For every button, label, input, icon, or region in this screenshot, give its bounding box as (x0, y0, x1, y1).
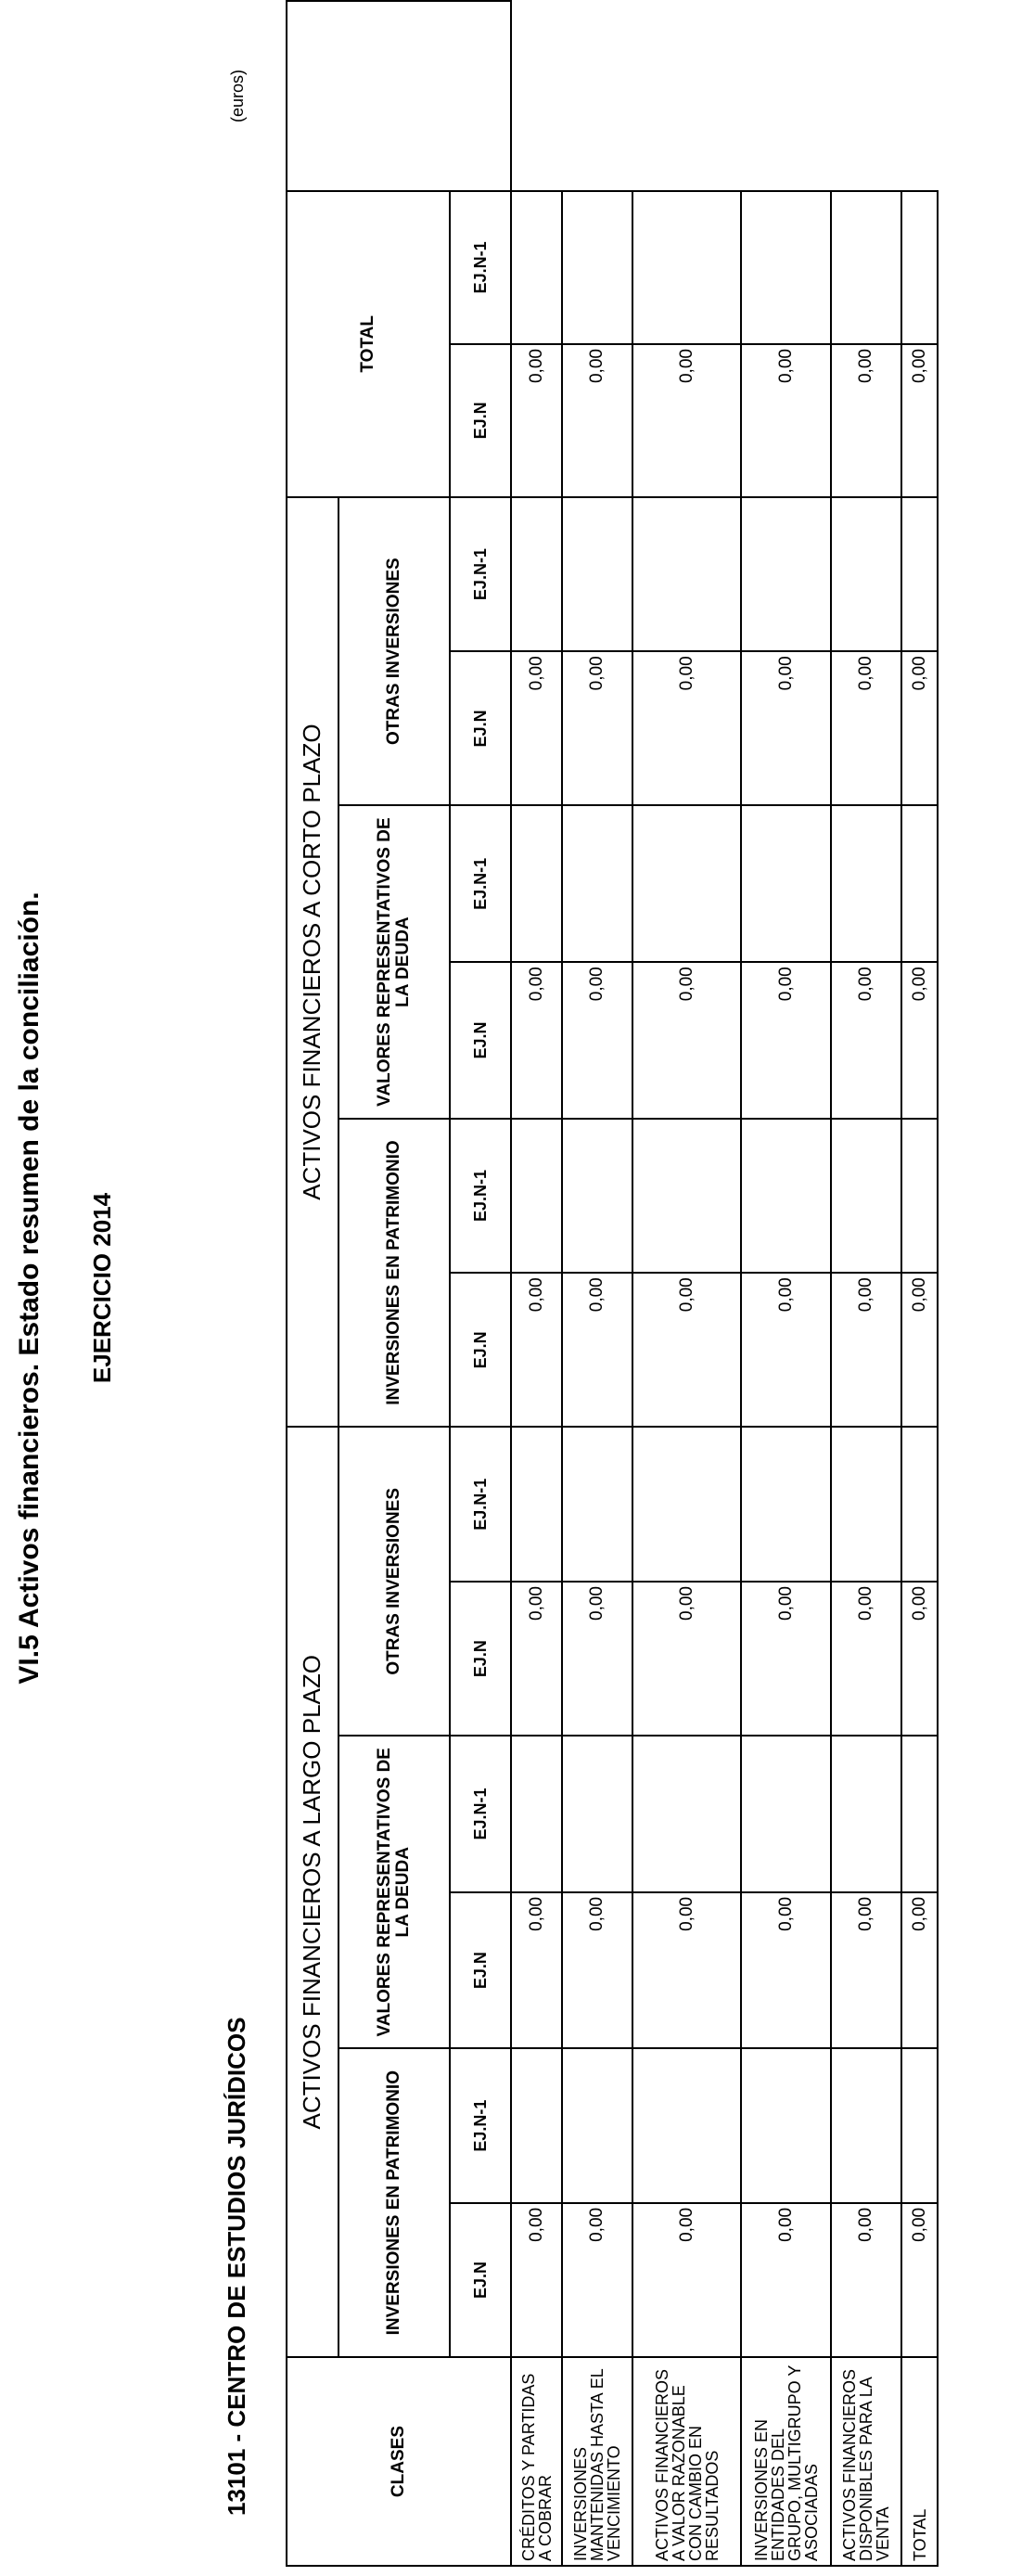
col-ej-n1: EJ.N-1 (450, 191, 511, 344)
value-cell (831, 2048, 901, 2203)
value-cell: 0,00 (511, 1273, 562, 1427)
value-cell: 0,00 (901, 962, 938, 1118)
blank-column (287, 1, 511, 191)
value-cell (632, 1119, 741, 1274)
value-cell (562, 1119, 632, 1274)
financial-assets-table (286, 0, 939, 2567)
value-cell: 0,00 (632, 344, 741, 497)
value-cell: 0,00 (511, 2203, 562, 2357)
value-cell: 0,00 (511, 962, 562, 1118)
value-cell: 0,00 (562, 1273, 632, 1427)
total-header: TOTAL (287, 191, 450, 497)
value-cell: 0,00 (562, 1892, 632, 2048)
value-cell (741, 1736, 831, 1892)
value-cell (511, 1119, 562, 1274)
value-cell (562, 2048, 632, 2203)
table-row (632, 1, 741, 2566)
value-cell: 0,00 (901, 1582, 938, 1736)
value-cell: 0,00 (901, 1892, 938, 2048)
table-row (562, 1, 632, 2566)
value-cell (562, 806, 632, 963)
value-cell (831, 191, 901, 344)
col-ej-n1: EJ.N-1 (450, 1736, 511, 1892)
col-ej-n: EJ.N (450, 962, 511, 1118)
value-cell: 0,00 (741, 651, 831, 805)
value-cell: 0,00 (741, 1273, 831, 1427)
col-ej-n: EJ.N (450, 344, 511, 497)
clases-header: CLASES (287, 2357, 511, 2566)
col-ej-n: EJ.N (450, 1273, 511, 1427)
col-ej-n: EJ.N (450, 651, 511, 805)
value-cell (901, 1427, 938, 1582)
report-title: VI.5 Activos financieros. Estado resumen de la conciliación. (14, 891, 45, 1685)
category-label: INVERSIONES EN ENTIDADES DEL GRUPO, MULTIGRUPO Y ASOCIADAS (741, 2357, 831, 2566)
value-cell: 0,00 (901, 2203, 938, 2357)
value-cell (511, 2048, 562, 2203)
value-cell: 0,00 (562, 344, 632, 497)
value-cell (831, 1736, 901, 1892)
value-cell (632, 2048, 741, 2203)
value-cell (511, 1736, 562, 1892)
value-cell (632, 191, 741, 344)
col-ej-n1: EJ.N-1 (450, 806, 511, 963)
value-cell: 0,00 (741, 1892, 831, 2048)
value-cell (741, 2048, 831, 2203)
value-cell (831, 497, 901, 652)
value-cell: 0,00 (511, 651, 562, 805)
value-cell: 0,00 (831, 1273, 901, 1427)
value-cell: 0,00 (901, 344, 938, 497)
col-ej-n1: EJ.N-1 (450, 1119, 511, 1274)
value-cell (562, 497, 632, 652)
value-cell (901, 806, 938, 963)
col-ej-n1: EJ.N-1 (450, 2048, 511, 2203)
value-cell (831, 1427, 901, 1582)
entity-name: 13101 - CENTRO DE ESTUDIOS JURÍDICOS (223, 2017, 250, 2516)
value-cell: 0,00 (632, 1892, 741, 2048)
value-cell (632, 497, 741, 652)
table-row (831, 1, 901, 2566)
lp-valores-header: VALORES REPRESENTATIVOS DE LA DEUDA (338, 1736, 450, 2048)
value-cell: 0,00 (741, 2203, 831, 2357)
category-label: ACTIVOS FINANCIEROS DISPONIBLES PARA LA VENTA (831, 2357, 901, 2566)
category-label: CRÉDITOS Y PARTIDAS A COBRAR (511, 2357, 562, 2566)
col-ej-n: EJ.N (450, 1582, 511, 1736)
value-cell: 0,00 (632, 651, 741, 805)
value-cell (511, 191, 562, 344)
value-cell: 0,00 (632, 1273, 741, 1427)
value-cell (562, 1736, 632, 1892)
value-cell (562, 1427, 632, 1582)
cp-otras-header: OTRAS INVERSIONES (338, 497, 450, 806)
value-cell: 0,00 (632, 962, 741, 1118)
category-label: ACTIVOS FINANCIEROS A VALOR RAZONABLE CON CAMBIO EN RESULTADOS (632, 2357, 741, 2566)
col-ej-n: EJ.N (450, 2203, 511, 2357)
value-cell: 0,00 (511, 1582, 562, 1736)
value-cell (741, 806, 831, 963)
table-row (511, 1, 562, 2566)
value-cell (741, 191, 831, 344)
value-cell (511, 497, 562, 652)
exercise-year: EJERCICIO 2014 (88, 1192, 116, 1384)
lp-otras-header: OTRAS INVERSIONES (338, 1427, 450, 1736)
table-row-total (901, 1, 938, 2566)
value-cell: 0,00 (741, 344, 831, 497)
value-cell: 0,00 (831, 1582, 901, 1736)
value-cell (511, 806, 562, 963)
value-cell: 0,00 (562, 962, 632, 1118)
value-cell: 0,00 (831, 2203, 901, 2357)
col-ej-n: EJ.N (450, 1892, 511, 2048)
corto-plazo-header: ACTIVOS FINANCIEROS A CORTO PLAZO (287, 497, 338, 1428)
col-ej-n1: EJ.N-1 (450, 497, 511, 652)
value-cell: 0,00 (741, 962, 831, 1118)
value-cell: 0,00 (511, 1892, 562, 2048)
value-cell (632, 806, 741, 963)
value-cell: 0,00 (901, 1273, 938, 1427)
largo-plazo-header: ACTIVOS FINANCIEROS A LARGO PLAZO (287, 1427, 338, 2357)
value-cell (901, 191, 938, 344)
value-cell (562, 191, 632, 344)
value-cell: 0,00 (831, 344, 901, 497)
value-cell: 0,00 (901, 651, 938, 805)
lp-patrimonio-header: INVERSIONES EN PATRIMONIO (338, 2048, 450, 2357)
value-cell (901, 497, 938, 652)
cp-valores-header: VALORES REPRESENTATIVOS DE LA DEUDA (338, 806, 450, 1119)
col-ej-n1: EJ.N-1 (450, 1427, 511, 1582)
value-cell: 0,00 (632, 1582, 741, 1736)
category-label: INVERSIONES MANTENIDAS HASTA EL VENCIMIENTO (562, 2357, 632, 2566)
value-cell (831, 1119, 901, 1274)
table-row (741, 1, 831, 2566)
value-cell (741, 1119, 831, 1274)
value-cell: 0,00 (831, 651, 901, 805)
value-cell: 0,00 (562, 1582, 632, 1736)
value-cell: 0,00 (562, 2203, 632, 2357)
value-cell: 0,00 (562, 651, 632, 805)
cp-patrimonio-header: INVERSIONES EN PATRIMONIO (338, 1119, 450, 1428)
value-cell: 0,00 (632, 2203, 741, 2357)
value-cell: 0,00 (831, 962, 901, 1118)
table-body (511, 1, 938, 2566)
value-cell (632, 1427, 741, 1582)
value-cell: 0,00 (741, 1582, 831, 1736)
category-label: TOTAL (901, 2357, 938, 2566)
value-cell (831, 806, 901, 963)
value-cell (632, 1736, 741, 1892)
value-cell (901, 2048, 938, 2203)
value-cell (741, 1427, 831, 1582)
value-cell (901, 1736, 938, 1892)
value-cell: 0,00 (511, 344, 562, 497)
value-cell (511, 1427, 562, 1582)
value-cell: 0,00 (831, 1892, 901, 2048)
units-label: (euros) (228, 69, 247, 122)
value-cell (741, 497, 831, 652)
value-cell (901, 1119, 938, 1274)
